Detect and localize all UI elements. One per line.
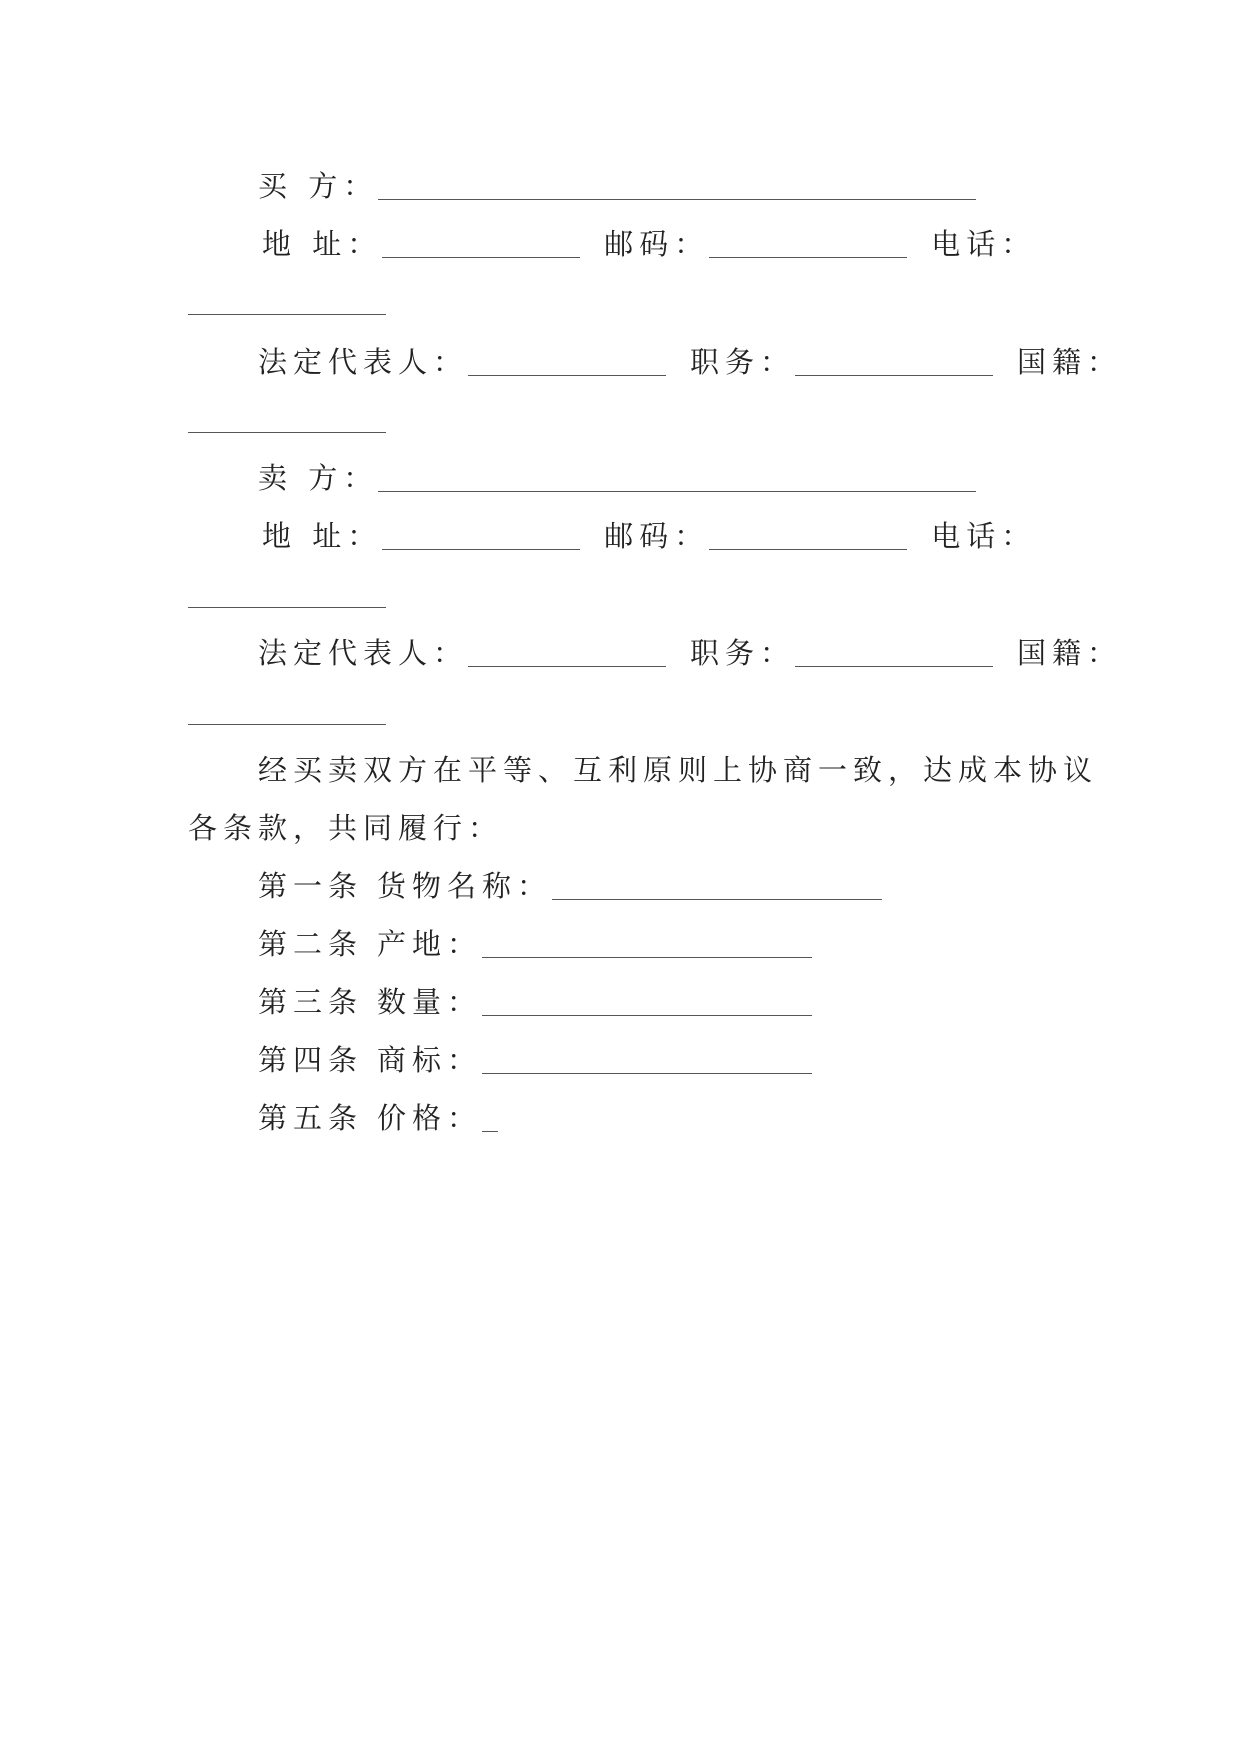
article-4-line bbox=[258, 1040, 812, 1080]
seller-position-blank[interactable] bbox=[795, 638, 993, 667]
seller-legal-rep-label: 法定代表人： bbox=[258, 636, 469, 670]
seller-legal-rep-blank[interactable] bbox=[468, 638, 666, 667]
article-1-blank[interactable] bbox=[552, 871, 882, 900]
article-3-blank[interactable] bbox=[482, 987, 812, 1016]
article-5-number: 第五条 bbox=[258, 1101, 364, 1135]
buyer-address-blank[interactable] bbox=[382, 229, 580, 258]
seller-party-line bbox=[258, 458, 976, 498]
buyer-nationality-blank[interactable] bbox=[188, 431, 386, 433]
seller-address-blank[interactable] bbox=[382, 521, 580, 550]
article-4-label: 商标： bbox=[377, 1043, 483, 1077]
seller-position-label: 职务： bbox=[690, 636, 796, 670]
preamble-line-2: 各条款，共同履行： bbox=[188, 811, 504, 845]
article-1-number: 第一条 bbox=[258, 869, 364, 903]
seller-phone-label: 电话： bbox=[931, 519, 1037, 553]
buyer-postcode-blank[interactable] bbox=[709, 229, 907, 258]
seller-postcode-blank[interactable] bbox=[709, 521, 907, 550]
buyer-legal-rep-label: 法定代表人： bbox=[258, 345, 469, 379]
seller-name-blank[interactable] bbox=[378, 463, 976, 492]
preamble-line-1: 经买卖双方在平等、互利原则上协商一致，达成本协议 bbox=[258, 753, 1099, 787]
article-4-number: 第四条 bbox=[258, 1043, 364, 1077]
buyer-name-blank[interactable] bbox=[378, 171, 976, 200]
seller-address-label: 地 址： bbox=[262, 519, 383, 553]
article-3-line bbox=[258, 982, 812, 1022]
buyer-address-label: 地 址： bbox=[262, 227, 383, 261]
article-5-line bbox=[258, 1098, 498, 1138]
article-2-label: 产地： bbox=[377, 927, 483, 961]
seller-nationality-blank[interactable] bbox=[188, 723, 386, 725]
buyer-position-blank[interactable] bbox=[795, 347, 993, 376]
article-5-blank[interactable] bbox=[482, 1103, 498, 1132]
buyer-party-label: 买 方： bbox=[258, 169, 379, 203]
article-1-line bbox=[258, 866, 882, 906]
seller-postcode-label: 邮码： bbox=[604, 519, 710, 553]
buyer-party-line bbox=[258, 166, 976, 206]
seller-legal-rep-line bbox=[258, 633, 1122, 673]
article-2-number: 第二条 bbox=[258, 927, 364, 961]
article-3-label: 数量： bbox=[377, 985, 483, 1019]
buyer-nationality-label: 国籍： bbox=[1017, 345, 1123, 379]
article-3-number: 第三条 bbox=[258, 985, 364, 1019]
buyer-phone-blank[interactable] bbox=[188, 313, 386, 315]
buyer-legal-rep-blank[interactable] bbox=[468, 347, 666, 376]
buyer-position-label: 职务： bbox=[690, 345, 796, 379]
seller-address-line bbox=[262, 516, 1036, 556]
article-2-line bbox=[258, 924, 812, 964]
buyer-address-line bbox=[262, 224, 1036, 264]
buyer-legal-rep-line bbox=[258, 342, 1122, 382]
buyer-phone-label: 电话： bbox=[931, 227, 1037, 261]
seller-phone-blank[interactable] bbox=[188, 606, 386, 608]
seller-party-label: 卖 方： bbox=[258, 461, 379, 495]
article-2-blank[interactable] bbox=[482, 929, 812, 958]
buyer-postcode-label: 邮码： bbox=[604, 227, 710, 261]
article-4-blank[interactable] bbox=[482, 1045, 812, 1074]
article-5-label: 价格： bbox=[377, 1101, 483, 1135]
seller-nationality-label: 国籍： bbox=[1017, 636, 1123, 670]
article-1-label: 货物名称： bbox=[377, 869, 553, 903]
